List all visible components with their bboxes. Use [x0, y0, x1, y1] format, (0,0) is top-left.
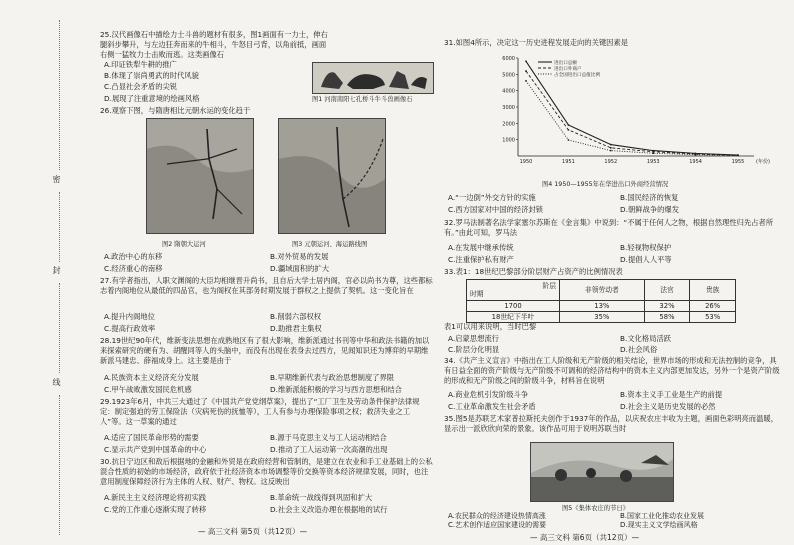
q30-option-c: C.党的工作重心逐渐实现了转移 [104, 505, 207, 514]
x-tick-label: 1951 [562, 159, 575, 165]
q25-stem: 25.汉代画像石中描绘力士斗兽的题材有很多，图1画面有一力士，伸右腿斜步攀升，与左边狂奔而来的牛相斗，牛怒目弓背，以角前抵，画面右侧一猛牧力士击败而逃。这类画像石 [100, 30, 328, 59]
data-point [525, 80, 527, 82]
q25-option-b: B.体现了崇尚勇武的时代风貌 [104, 71, 199, 80]
left-column [100, 0, 433, 545]
table-corner-cell [467, 280, 560, 301]
q28-option-a: A.民族资本主义经济充分发展 [104, 373, 199, 382]
page-footer-right: — 高三文科 第6页（共12页）— [530, 533, 640, 542]
painting-drawing [531, 443, 673, 501]
q27-stem: 27.有学者指出，人职文渊阁的大臣均相继晋升尚书，且自后大学士居内阁，官必以尚书为尊，这些都标志着内阁地位从最低的四品官，也为阁权在其部务时期发展于群权之上提供了契机。这一变化旨在 [100, 276, 433, 295]
data-point [525, 70, 527, 72]
q33-option-d: D.社会风俗 [620, 345, 658, 354]
q32-option-b: B.轻视物权保护 [620, 243, 672, 252]
q31-option-d: D.朝鲜战争的爆发 [620, 205, 680, 214]
figure1-caption: 图1 河南南阳七孔桥斗牛斗兽画像石 [312, 96, 413, 103]
q31-option-a: A.“一边倒”外交方针的实施 [448, 193, 536, 202]
corner-top-label: 阶层 [542, 282, 556, 290]
q29-option-c: C.显示共产党到中国革命的中心 [104, 445, 207, 454]
q30-option-d: D.社会主义改造办理在根据地的试行 [270, 505, 388, 514]
q29-stem: 29.1923年6月，中共三大通过了《中国共产党党纲草案》，提出了“工厂卫生及劳动条件保护法律规定：制定强迫的劳工保险法（灾病死伤的抚恤等），工人有参与办理保险事项之权；救济失业之工人”等。这一草案的通过 [100, 397, 420, 426]
x-axis-label: (年份) [756, 159, 770, 165]
data-point [652, 152, 654, 154]
q26-option-a: A.政治中心的东移 [104, 252, 163, 261]
map-sui-canal-drawing [147, 119, 253, 233]
q33-stem: 33.表1：18世纪巴黎部分阶层财产占资产的比例情况表 [444, 267, 623, 276]
table-cell: 26% [690, 301, 736, 312]
q35-stem: 35.图5是苏联艺术家普拉斯托夫创作于1937年的作品，以庆祝农庄丰收为主题，画面色彩明亮而温暖，显示出一派欣欣向荣的景象。该作品可用于说明苏联当时 [444, 414, 778, 433]
seal-line-top [59, 20, 61, 170]
figure2-caption: 图2 隋朝大运河 [162, 241, 206, 248]
q33-option-c: C.阶层分化明显 [448, 345, 500, 354]
y-tick-label: 4000 [502, 88, 515, 95]
data-point [568, 124, 570, 126]
table-cell: 32% [644, 301, 690, 312]
data-point [695, 154, 697, 156]
table-cell: 53% [690, 312, 736, 323]
x-tick-label: 1953 [646, 159, 660, 165]
map-yuan-canal [278, 118, 386, 234]
table-header-cell: 贵族 [690, 280, 736, 301]
margin-char-1: 密 [52, 175, 61, 183]
seal-line-bottom [59, 395, 61, 535]
q29-option-b: B.源于马克思主义与工人运动相结合 [270, 433, 387, 442]
x-tick-label: 1952 [604, 159, 618, 165]
q30-option-b: B.革命统一战线得到巩固和扩大 [270, 493, 373, 502]
q26-stem: 26.观察下图，与隋唐相比元朝水运的变化趋于 [100, 106, 251, 115]
table-cell: 1700 [467, 301, 560, 312]
table-cell: 35% [560, 312, 645, 323]
table1 [466, 279, 736, 323]
table-cell: 18世纪下半叶 [467, 312, 560, 323]
map-sui-canal [146, 118, 254, 234]
y-tick-label: 2000 [502, 121, 515, 128]
margin-char-3: 线 [52, 378, 61, 386]
data-point [610, 144, 612, 146]
q25-option-c: C.凸显社会矛盾的尖锐 [104, 82, 178, 91]
q30-stem: 30.抗日宁边区和敌后根据地的金融和外贸是在政府经营和管制的，是建立在农业和手工业基础上的公私混合性质的初始的市场经济，政府依于社经济资本市场调整等价交换等资本经济规律发展，同时，也注意用制度保障经济行为主体的人权、财产、物权。这反映出 [100, 457, 433, 486]
legend-label: 占全国进出口总值比例 [554, 73, 600, 78]
q25-option-d: D.展现了注重意境的绘画风格 [104, 94, 200, 103]
x-tick-label: 1955 [731, 159, 745, 165]
binding-margin [45, 0, 75, 545]
right-column [444, 0, 780, 545]
q32-option-a: A.在发展中继承传统 [448, 243, 514, 252]
q32-option-d: D.提倡人人平等 [620, 255, 672, 264]
data-point [568, 129, 570, 131]
q30-option-a: A.新民主主义经济理论将初实践 [104, 493, 207, 502]
q35-option-b: B.国家工业化推动农业发展 [620, 512, 705, 520]
q27-option-a: A.提升内阁地位 [104, 312, 155, 321]
q28-option-d: D.维新派能积极的学习与西方思想和结合 [270, 385, 402, 394]
q28-option-b: B.早期维新代表与政治思想制度了界限 [270, 373, 395, 382]
q26-option-b: B.对外贸易的发展 [270, 252, 329, 261]
table-header-cell: 法官 [644, 280, 690, 301]
data-point [737, 155, 739, 157]
q35-option-a: A.农民群众的经济建设热情高涨 [448, 512, 546, 520]
corner-bottom-label: 时期 [470, 290, 484, 298]
q28-option-c: C.甲午战败激发国民危机感 [104, 385, 192, 394]
q35-option-c: C.艺术创作适应国家建设的需要 [448, 521, 547, 529]
q34-option-c: C.工业革命激发生社会矛盾 [448, 402, 536, 411]
series-line-2 [526, 71, 738, 155]
q34-option-a: A.商业危机引发阶级斗争 [448, 390, 529, 399]
q26-option-d: D.疆域面积的扩大 [270, 264, 330, 273]
stone-relief-image [312, 62, 434, 94]
painting-image [530, 442, 674, 502]
q34-stem: 34.《共产主义宣言》中指出在工人阶级和无产阶级的相关结论，世界市场的形成和无法控制的竞争，具有日益全面的资产阶级与无产阶级不可调和的经济结构中的资本主义内部更加发达，另外一个是资产阶级的形成和无产阶级之间的阶级斗争，材料旨在说明 [444, 356, 780, 385]
q33-option-a: A.启蒙思想流行 [448, 334, 499, 343]
q33-option-b: B.文化格局活跃 [620, 334, 672, 343]
y-tick-label: 3000 [502, 105, 515, 111]
y-tick-label: 6000 [502, 56, 515, 62]
table-header-cell: 非领劳动者 [560, 280, 645, 301]
table-row [467, 312, 736, 323]
data-point [568, 139, 570, 141]
data-point [610, 150, 612, 152]
seal-line-lower [59, 283, 61, 373]
q35-option-d: D.现实主义文学绘画风格 [620, 521, 698, 529]
table-row [467, 301, 736, 312]
q26-option-c: C.经济重心的南移 [104, 264, 163, 273]
q31-stem: 31.如图4所示，决定这一历史进程发展走向的关键因素是 [444, 38, 629, 47]
figure4-caption: 图4 1950—1955年在华进出口外商经营情况 [542, 181, 669, 188]
q31-option-c: C.西方国家对中国的经济封锁 [448, 205, 543, 214]
y-tick-label: 1000 [502, 137, 515, 144]
table-cell: 13% [560, 301, 645, 312]
q34-option-d: D.社会主义是历史发展的必然 [620, 402, 716, 411]
q25-option-a: A.印证铁犁牛耕的推广 [104, 60, 177, 69]
x-tick-label: 1954 [689, 159, 702, 165]
q31-option-b: B.国民经济的恢复 [620, 193, 679, 202]
table-header-row [467, 280, 736, 301]
q28-stem: 28.19世纪90年代，维新变法思想在成熟地区有了很大影响，维新派通过书刊等中华和政法书籍的加以来探索研究的硬有为、胡醒同等人的头脑中，而没有出现在表身去过西方，见闻知识还为博弈的早期维新派马建忠、薛福成身上。这主要是由于 [100, 336, 430, 365]
q34-option-b: B.资本主义手工业是生产的前提 [620, 390, 723, 399]
q27-option-c: C.提高行政效率 [104, 324, 156, 333]
y-tick-label: 5000 [502, 72, 515, 79]
data-point [610, 147, 612, 149]
x-tick-label: 1950 [519, 159, 533, 165]
q29-option-a: A.适应了国民革命形势的需要 [104, 433, 199, 442]
series-line-3 [526, 81, 738, 156]
legend-label: 进出口外商户 [554, 67, 582, 72]
figure5-caption: 图5《集体农庄的节日》 [562, 505, 629, 512]
q29-option-d: D.推动了工人运动第一次高潮的出现 [270, 445, 388, 454]
data-point [525, 60, 527, 62]
legend-label: 进出口总额 [554, 61, 577, 66]
margin-char-2: 封 [52, 266, 61, 274]
line-chart-figure4 [496, 52, 776, 176]
stone-relief-figures [313, 63, 433, 93]
q27-option-b: B.削弱六部权权 [270, 312, 322, 321]
figure3-caption: 图3 元朝运河、海运路线图 [292, 241, 368, 248]
page-footer-left: — 高三文科 第5页（共12页）— [198, 527, 308, 536]
q27-option-d: D.助推君主集权 [270, 324, 322, 333]
q32-option-c: C.注重保护私有财产 [448, 255, 514, 264]
seal-line-mid [59, 192, 61, 262]
q33-note: 表1可以用来说明，当时巴黎 [444, 322, 537, 331]
q32-stem: 32.罗马法制著名法学家塞尔苏斯在《金言集》中说到：“不属于任何人之物，根据自然理性归先占者所有。”由此可知，罗马法 [444, 218, 774, 237]
map-yuan-canal-drawing [279, 119, 385, 233]
table-cell: 58% [644, 312, 690, 323]
